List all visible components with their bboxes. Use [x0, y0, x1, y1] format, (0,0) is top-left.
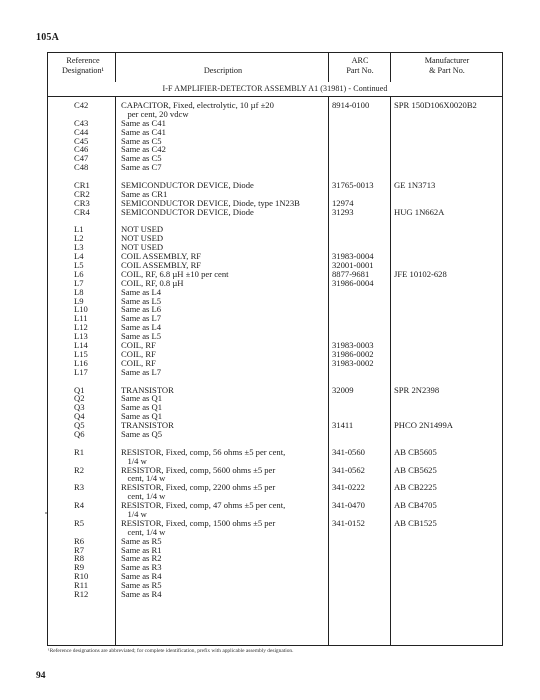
reference-designation: R11 [74, 580, 89, 591]
table-row [48, 359, 502, 368]
description: Same as Q1 [121, 411, 163, 422]
table-row [48, 208, 502, 217]
description: Same as Q1 [121, 393, 163, 404]
manufacturer-part-number: SPR 150D106X0020B2 [394, 100, 477, 110]
reference-designation: Q2 [74, 393, 85, 404]
table-row [48, 537, 502, 546]
manufacturer-part-number: SPR 2N2398 [394, 384, 440, 395]
reference-designation: CR4 [74, 206, 90, 217]
reference-designation: R1 [74, 446, 85, 457]
reference-designation: R7 [74, 544, 85, 555]
reference-designation: L8 [74, 286, 84, 297]
arc-part-number: 341-0222 [332, 482, 365, 493]
description: Same as R3 [121, 562, 162, 573]
description: cent, 1/4 w [121, 473, 166, 484]
description: Same as C42 [121, 144, 166, 155]
page-number: 94 [36, 671, 46, 681]
arc-part-number: 31986-0002 [332, 348, 374, 359]
arc-part-number: 8877-9681 [332, 268, 370, 279]
description: cent, 1/4 w [121, 491, 166, 502]
header-arc-part-no [329, 56, 391, 76]
arc-part-number: 32001-0001 [332, 260, 374, 271]
footnote: ¹Reference designations are abbreviated; for complete identification, prefix with applicable assembly designation. [48, 648, 294, 654]
header-manufacturer-part-no [392, 56, 502, 76]
reference-designation: L7 [74, 277, 84, 288]
table-row [48, 430, 502, 439]
description: Same as C5 [121, 135, 162, 146]
header-description: Description [203, 66, 243, 75]
header-ref-line1: Reference [66, 56, 100, 65]
table-row [48, 350, 502, 359]
description: Same as C7 [121, 162, 162, 173]
description: Same as R4 [121, 588, 162, 599]
description: COIL ASSEMBLY, RF [121, 260, 202, 271]
description: per cent, 20 vdcw [121, 108, 189, 119]
table-row [48, 225, 502, 234]
table-row [48, 145, 502, 154]
arc-part-number: 31983-0002 [332, 357, 374, 368]
arc-part-number: 8914-0100 [332, 100, 370, 110]
description: Same as R5 [121, 535, 162, 546]
table-row [48, 421, 502, 430]
reference-designation: Q6 [74, 428, 85, 439]
reference-designation: L1 [74, 224, 84, 235]
reference-designation: R5 [74, 517, 85, 528]
reference-designation: CR2 [74, 188, 90, 199]
table-row [48, 501, 502, 510]
arc-part-number: 31986-0004 [332, 277, 374, 288]
arc-part-number: 341-0562 [332, 464, 365, 475]
description: SEMICONDUCTOR DEVICE, Diode, type 1N23B [121, 197, 300, 208]
description: SEMICONDUCTOR DEVICE, Diode [121, 206, 254, 217]
reference-designation: R10 [74, 571, 89, 582]
description: Same as L5 [121, 331, 162, 342]
reference-designation: C42 [74, 100, 89, 110]
description: Same as L6 [121, 304, 162, 315]
arc-part-number: 31293 [332, 206, 354, 217]
header-mfr-line1: Manufacturer [424, 56, 470, 65]
reference-designation: L5 [74, 260, 84, 271]
description: RESISTOR, Fixed, comp, 47 ohms ±5 per cent, [121, 500, 286, 511]
header-ref-line2: Designation¹ [61, 66, 105, 75]
reference-designation: L11 [74, 313, 88, 324]
description: NOT USED [121, 233, 164, 244]
arc-part-number: 32009 [332, 384, 354, 395]
description: cent, 1/4 w [121, 526, 166, 537]
table-row [48, 466, 502, 475]
table-row [48, 234, 502, 243]
description: Same as C41 [121, 117, 166, 128]
description: Same as L4 [121, 286, 162, 297]
reference-designation: Q5 [74, 420, 85, 431]
description: Same as CR1 [121, 188, 168, 199]
reference-designation: CR1 [74, 180, 90, 191]
reference-designation: R9 [74, 562, 85, 573]
description: COIL, RF [121, 348, 156, 359]
document-id: 105A [36, 32, 60, 43]
reference-designation: L13 [74, 331, 88, 342]
parts-list-table [47, 52, 503, 646]
table-row [48, 305, 502, 314]
manufacturer-part-number: JFE 10102-628 [394, 268, 447, 279]
description: Same as R2 [121, 553, 162, 564]
section-title: I-F AMPLIFIER-DETECTOR ASSEMBLY A1 (31981) - Continued [48, 82, 502, 97]
table-row [48, 341, 502, 350]
description: Same as L4 [121, 322, 162, 333]
reference-designation: L9 [74, 295, 84, 306]
table-header [48, 53, 502, 83]
description: Same as L7 [121, 366, 162, 377]
description: SEMICONDUCTOR DEVICE, Diode [121, 180, 254, 191]
manufacturer-part-number: AB CB5605 [394, 446, 437, 457]
header-mfr-line2: & Part No. [429, 66, 465, 75]
table-row [48, 554, 502, 563]
reference-designation: L16 [74, 357, 88, 368]
arc-part-number: 31983-0004 [332, 251, 374, 262]
header-arc-line2: Part No. [346, 66, 374, 75]
reference-designation: R12 [74, 588, 89, 599]
reference-designation: Q1 [74, 384, 85, 395]
reference-designation: L17 [74, 366, 88, 377]
table-row [48, 332, 502, 341]
manufacturer-part-number: AB CB1525 [394, 517, 437, 528]
reference-designation: R2 [74, 464, 85, 475]
reference-designation: C43 [74, 117, 89, 128]
description: NOT USED [121, 242, 164, 253]
arc-part-number: 31765-0013 [332, 180, 374, 191]
table-row [48, 590, 502, 599]
description: Same as L5 [121, 295, 162, 306]
parts-rows [48, 101, 502, 599]
reference-designation: R6 [74, 535, 85, 546]
table-row [48, 154, 502, 163]
arc-part-number: 31983-0003 [332, 340, 374, 351]
arc-part-number: 31411 [332, 420, 354, 431]
table-row [48, 546, 502, 555]
table-row [48, 270, 502, 279]
table-row [48, 519, 502, 528]
description: Same as R1 [121, 544, 162, 555]
description: RESISTOR, Fixed, comp, 5600 ohms ±5 per [121, 464, 276, 475]
scan-mark [45, 512, 47, 514]
reference-designation: C46 [74, 144, 89, 155]
reference-designation: Q4 [74, 411, 85, 422]
description: Same as L7 [121, 313, 162, 324]
table-row [48, 448, 502, 457]
header-arc-line1: ARC [351, 56, 369, 65]
description: TRANSISTOR [121, 384, 174, 395]
description: RESISTOR, Fixed, comp, 2200 ohms ±5 per [121, 482, 276, 493]
description: COIL, RF [121, 340, 156, 351]
arc-part-number: 341-0560 [332, 446, 365, 457]
manufacturer-part-number: HUG 1N662A [394, 206, 445, 217]
table-row [48, 163, 502, 172]
description: CAPACITOR, Fixed, electrolytic, 10 µf ±20 [121, 100, 274, 110]
reference-designation: CR3 [74, 197, 90, 208]
arc-part-number: 341-0470 [332, 500, 365, 511]
reference-designation: L6 [74, 268, 84, 279]
table-row [48, 368, 502, 377]
reference-designation: R4 [74, 500, 85, 511]
table-row [48, 528, 502, 537]
table-row [48, 581, 502, 590]
table-row [48, 403, 502, 412]
table-row [48, 279, 502, 288]
reference-designation: L10 [74, 304, 88, 315]
description: COIL ASSEMBLY, RF [121, 251, 202, 262]
reference-designation: C48 [74, 162, 89, 173]
table-row [48, 128, 502, 137]
table-row [48, 314, 502, 323]
manufacturer-part-number: AB CB5625 [394, 464, 437, 475]
description: 1/4 w [121, 508, 147, 519]
manufacturer-part-number: AB CB2225 [394, 482, 437, 493]
reference-designation: Q3 [74, 402, 85, 413]
table-row [48, 288, 502, 297]
description: Same as C41 [121, 126, 166, 137]
description: COIL, RF, 0.8 µH [121, 277, 184, 288]
table-row [48, 110, 502, 119]
reference-designation: L14 [74, 340, 88, 351]
table-row [48, 394, 502, 403]
table-row [48, 323, 502, 332]
table-row [48, 181, 502, 190]
table-row [48, 483, 502, 492]
table-row [48, 101, 502, 110]
reference-designation: L3 [74, 242, 84, 253]
description: COIL, RF [121, 357, 156, 368]
description: Same as R5 [121, 580, 162, 591]
description: Same as C5 [121, 153, 162, 164]
description: RESISTOR, Fixed, comp, 56 ohms ±5 per cent, [121, 446, 286, 457]
description: NOT USED [121, 224, 164, 235]
manufacturer-part-number: GE 1N3713 [394, 180, 436, 191]
description: Same as R4 [121, 571, 162, 582]
table-row [48, 297, 502, 306]
description: Same as Q1 [121, 402, 163, 413]
reference-designation: C45 [74, 135, 89, 146]
description: Same as Q5 [121, 428, 163, 439]
table-row [48, 137, 502, 146]
reference-designation: R3 [74, 482, 85, 493]
reference-designation: L4 [74, 251, 84, 262]
description: COIL, RF, 6.8 µH ±10 per cent [121, 268, 229, 279]
description: TRANSISTOR [121, 420, 174, 431]
reference-designation: C44 [74, 126, 89, 137]
description: RESISTOR, Fixed, comp, 1500 ohms ±5 per [121, 517, 276, 528]
reference-designation: L2 [74, 233, 84, 244]
table-row [48, 217, 502, 226]
table-row [48, 563, 502, 572]
table-row [48, 572, 502, 581]
arc-part-number: 12974 [332, 197, 354, 208]
description: 1/4 w [121, 455, 147, 466]
table-row [48, 252, 502, 261]
reference-designation: L15 [74, 348, 88, 359]
arc-part-number: 341-0152 [332, 517, 365, 528]
reference-designation: R8 [74, 553, 85, 564]
header-reference-designation [52, 56, 114, 76]
table-row [48, 119, 502, 128]
manufacturer-part-number: AB CB4705 [394, 500, 437, 511]
reference-designation: L12 [74, 322, 88, 333]
reference-designation: C47 [74, 153, 89, 164]
manufacturer-part-number: PHCO 2N1499A [394, 420, 453, 431]
table-row [48, 386, 502, 395]
table-row [48, 243, 502, 252]
